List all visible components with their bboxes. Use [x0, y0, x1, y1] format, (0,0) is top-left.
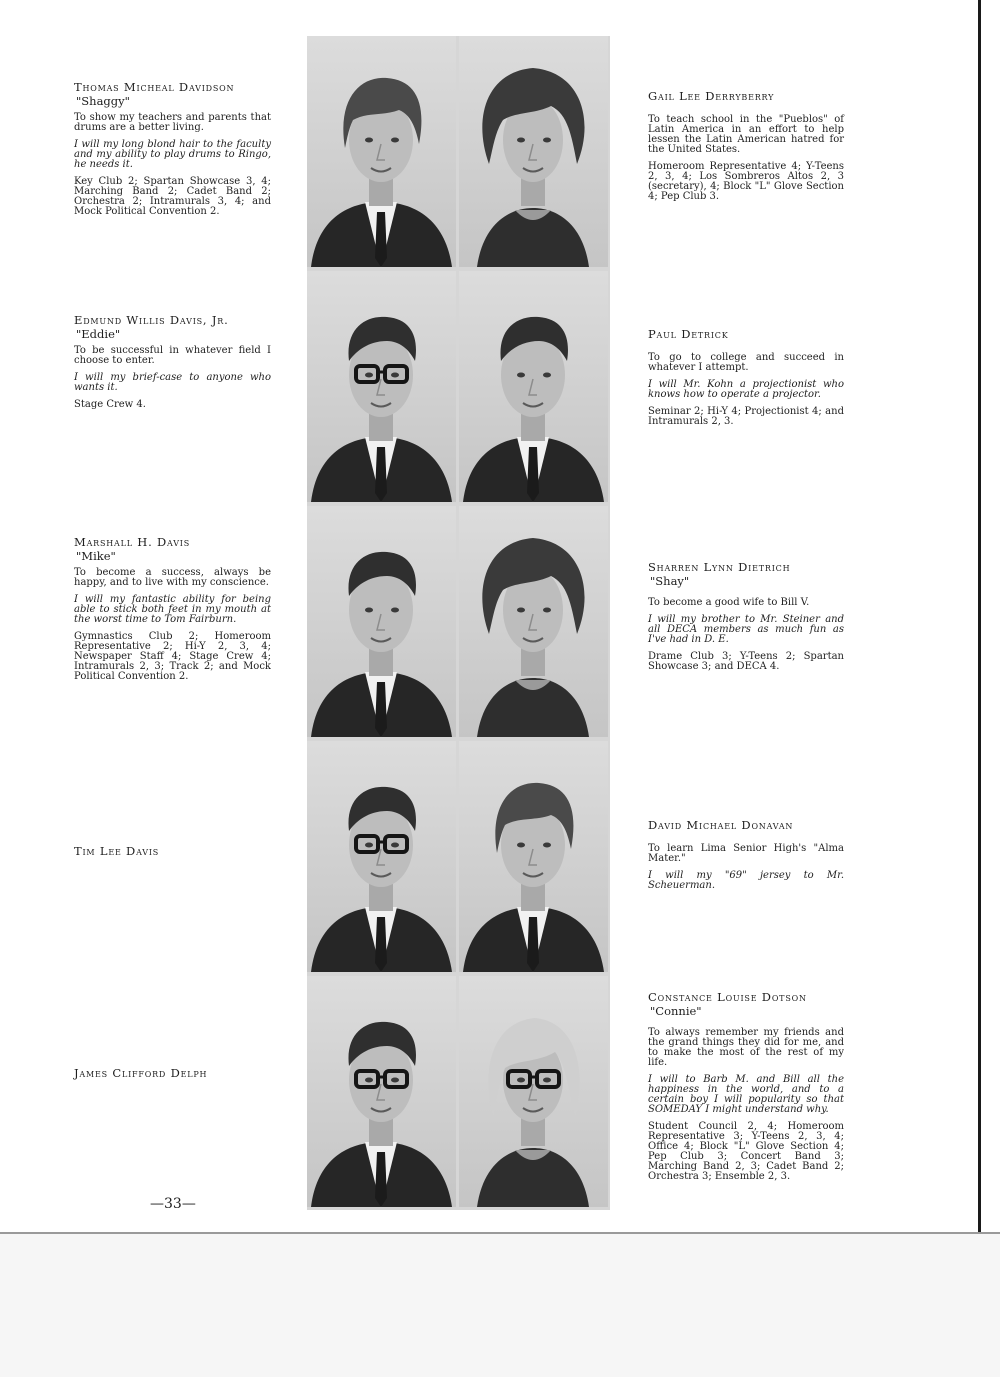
- student-name: Tim Lee Davis: [74, 844, 160, 858]
- senior-entry-sharren-dietrich: [648, 562, 844, 672]
- student-nickname: "Shay": [650, 574, 690, 588]
- student-will: I will my "69" jersey to Mr. Scheuerman.: [648, 870, 844, 891]
- student-name: Edmund Willis Davis, Jr.: [74, 313, 229, 327]
- student-nickname: "Connie": [650, 1004, 702, 1018]
- student-name: David Michael Donavan: [648, 818, 794, 832]
- student-nickname: "Mike": [76, 549, 116, 563]
- senior-entry-david-donavan: [648, 820, 844, 891]
- senior-entry-paul-detrick: [648, 329, 844, 427]
- student-activities: Seminar 2; Hi-Y 4; Projectionist 4; and Intramurals 2, 3.: [648, 406, 844, 427]
- student-activities: Gymnastics Club 2; Homeroom Representative 2; Hi-Y 2, 3, 4; Newspaper Staff 4; Stage Crew 4; Intramurals 2, 3; Track 2; and Mock Political Convention 2.: [74, 631, 271, 682]
- portrait-strip: [307, 36, 610, 1210]
- portrait-tim-davis: [307, 741, 456, 972]
- student-name: Constance Louise Dotson: [648, 990, 807, 1004]
- student-name: Marshall H. Davis: [74, 535, 191, 549]
- student-ambition: To go to college and succeed in whatever I attempt.: [648, 352, 844, 373]
- senior-entry-marshall-davis: [74, 537, 271, 682]
- student-activities: Drame Club 3; Y-Teens 2; Spartan Showcase 3; and DECA 4.: [648, 651, 844, 672]
- student-ambition: To show my teachers and parents that drums are a better living.: [74, 112, 271, 133]
- student-name: Thomas Micheal Davidson: [74, 80, 235, 94]
- student-ambition: To always remember my friends and the grand things they did for me, and to make the most of the rest of my life.: [648, 1027, 844, 1068]
- senior-entry-gail-derryberry: [648, 91, 844, 202]
- student-ambition: To become a success, always be happy, and to live with my conscience.: [74, 567, 271, 588]
- portrait-thomas-davidson: [307, 36, 456, 267]
- senior-entry-edmund-davis: [74, 315, 271, 410]
- student-activities: Key Club 2; Spartan Showcase 3, 4; Marching Band 2; Cadet Band 2; Orchestra 2; Intramurals 3, 4; and Mock Political Convention 2.: [74, 176, 271, 217]
- portrait-gail-derryberry: [459, 36, 608, 267]
- student-ambition: To learn Lima Senior High's "Alma Mater.": [648, 843, 844, 864]
- senior-entry-thomas-davidson: [74, 82, 271, 217]
- student-ambition: To teach school in the "Pueblos" of Latin America in an effort to help lessen the Latin American hatred for the United States.: [648, 114, 844, 155]
- portrait-sharren-dietrich: [459, 506, 608, 737]
- student-activities: Student Council 2, 4; Homeroom Representative 3; Y-Teens 2, 3, 4; Office 4; Block "L" Glove Section 4; Pep Club 3; Concert Band 3; Marching Band 2, 3; Cadet Band 2; Orchestra 3; Ensemble 2, 3.: [648, 1121, 844, 1182]
- scan-edge-shadow: [978, 0, 981, 1232]
- student-will: I will my fantastic ability for being able to stick both feet in my mouth at the worst time to Tom Fairburn.: [74, 594, 271, 625]
- student-name: James Clifford Delph: [74, 1066, 208, 1080]
- student-will: I will to Barb M. and Bill all the happiness in the world, and to a certain boy I will popularity so that SOMEDAY I might understand why.: [648, 1074, 844, 1115]
- student-nickname: "Eddie": [76, 327, 121, 341]
- student-name: Sharren Lynn Dietrich: [648, 560, 791, 574]
- portrait-david-donavan: [459, 741, 608, 972]
- student-will: I will my brief-case to anyone who wants it.: [74, 372, 271, 393]
- scan-bed-margin: [0, 1232, 1000, 1377]
- student-nickname: "Shaggy": [76, 94, 130, 108]
- student-ambition: To become a good wife to Bill V.: [648, 597, 810, 608]
- portrait-constance-dotson: [459, 976, 608, 1207]
- portrait-marshall-davis: [307, 506, 456, 737]
- portrait-james-delph: [307, 976, 456, 1207]
- student-name: Paul Detrick: [648, 327, 729, 341]
- student-name: Gail Lee Derryberry: [648, 89, 775, 103]
- senior-entry-james-delph: [74, 1068, 271, 1078]
- student-will: I will my long blond hair to the faculty and my ability to play drums to Ringo, he needs it.: [74, 139, 271, 170]
- senior-entry-constance-dotson: [648, 992, 844, 1182]
- student-will: I will my brother to Mr. Steiner and all DECA members as much fun as I've had in D. E.: [648, 614, 844, 645]
- portrait-edmund-davis: [307, 271, 456, 502]
- student-activities: Homeroom Representative 4; Y-Teens 2, 3, 4; Los Sombreros Altos 2, 3 (secretary), 4; Block "L" Glove Section 4; Pep Club 3.: [648, 161, 844, 202]
- page-number: —33—: [150, 1196, 196, 1212]
- senior-entry-tim-davis: [74, 846, 271, 856]
- student-will: I will Mr. Kohn a projectionist who knows how to operate a projector.: [648, 379, 844, 400]
- student-ambition: To be successful in whatever field I choose to enter.: [74, 345, 271, 366]
- student-activities: Stage Crew 4.: [74, 399, 146, 410]
- portrait-paul-detrick: [459, 271, 608, 502]
